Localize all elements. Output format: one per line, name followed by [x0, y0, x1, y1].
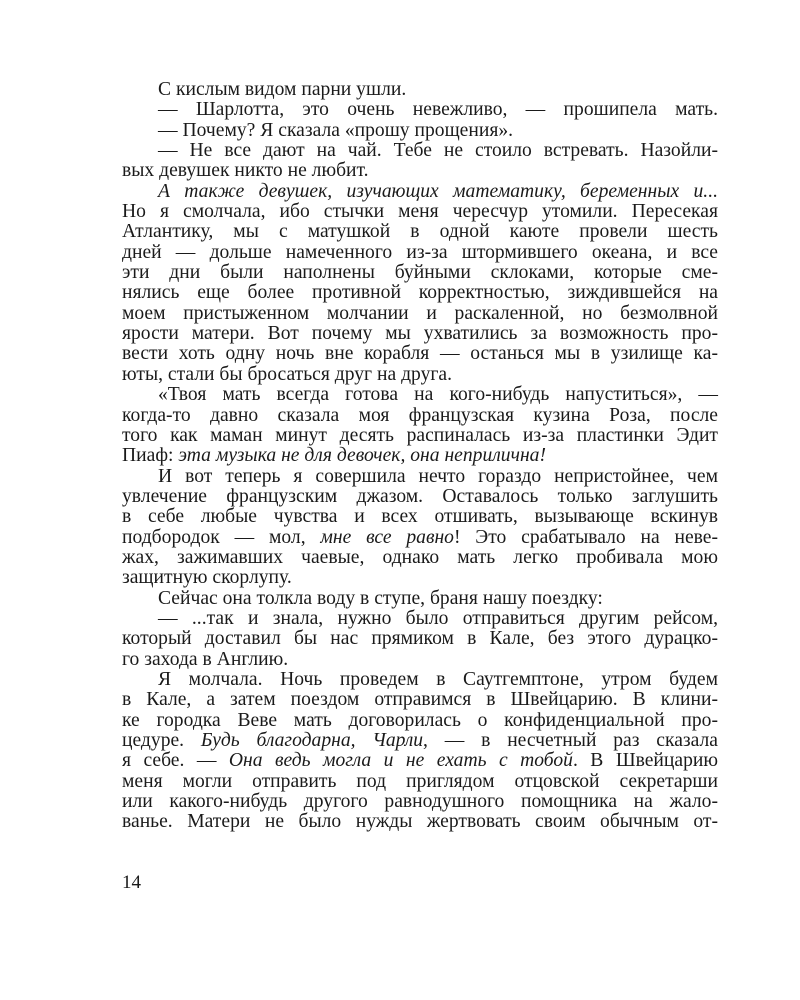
text-run: в Кале, а затем поездом отправимся в Швейцарию. В клини- — [122, 689, 718, 711]
text-run: — Почему? Я сказала «прошу прощения». — [158, 119, 514, 141]
text-line — [122, 772, 718, 792]
text-line — [122, 263, 718, 283]
text-run: того как маман минут десять распиналась из-за пластинки Эдит — [122, 424, 718, 446]
text-line — [122, 100, 718, 120]
text-run: , — в несчетный раз сказала — [423, 730, 718, 751]
text-line — [122, 751, 718, 771]
text-line — [122, 711, 718, 731]
text-line — [122, 528, 718, 548]
text-line — [122, 121, 718, 141]
text-run: Но я смолчала, ибо стычки меня чересчур утомили. Пересекая — [122, 201, 718, 223]
text-line — [122, 243, 718, 263]
italic-text-run: Будь благодарна, Чарли — [200, 730, 424, 751]
body-text — [122, 80, 718, 833]
text-run: Пиаф: — [122, 445, 179, 467]
text-line — [122, 385, 718, 405]
text-line — [122, 487, 718, 507]
text-line — [122, 548, 718, 568]
italic-text-run: А также девушек, изучающих математику, беременных и... — [158, 180, 718, 202]
text-run: в себе любые чувства и всех отшивать, вызывающе вскинув — [122, 506, 718, 528]
text-run: ке городка Веве мать договорилась о конфиденциальной про- — [122, 709, 718, 731]
text-run: ярости матери. Вот почему мы ухватились за возможность про- — [122, 323, 718, 345]
text-line — [122, 792, 718, 812]
text-run: го захода в Англию. — [122, 648, 289, 670]
text-run: юты, стали бы бросаться друг на друга. — [122, 363, 453, 385]
text-line — [122, 202, 718, 222]
text-run: я себе. — — [122, 750, 229, 772]
text-run: цедуре. — [122, 730, 201, 751]
text-run: И вот теперь я совершила нечто гораздо непристойнее, чем — [158, 465, 718, 487]
text-run: — Шарлотта, это очень невежливо, — прошипела мать. — [158, 99, 718, 121]
text-line — [122, 426, 718, 446]
text-line — [122, 324, 718, 344]
text-line — [122, 222, 718, 242]
text-run: вести хоть одну ночь вне корабля — останься мы в узилище ка- — [122, 343, 718, 365]
text-run: ! Это срабатывало на неве- — [453, 526, 719, 548]
text-line — [122, 344, 718, 364]
text-run: который доставил бы нас прямиком в Кале, без этого дурацко- — [122, 628, 718, 650]
text-run: нялись еще более противной корректностью, зиждившейся на — [122, 282, 718, 304]
italic-text-run: мне все равно — [320, 526, 454, 548]
text-line — [122, 507, 718, 527]
italic-text-run: эта музыка не для девочек, она неприлична! — [178, 445, 546, 467]
text-line — [122, 161, 718, 181]
text-run: «Твоя мать всегда готова на кого-нибудь напуститься», — — [158, 384, 718, 406]
text-run: Я молчала. Ночь проведем в Саутгемптоне, утром будем — [158, 668, 718, 690]
text-run: когда-то давно сказала моя французская кузина Роза, после — [122, 404, 718, 426]
text-run: меня могли отправить под приглядом отцовской секретарши — [122, 770, 718, 792]
text-run: моем пристыженном молчании и раскаленной, но безмолвной — [122, 302, 718, 324]
text-run: Атлантику, мы с матушкой в одной каюте провели шесть — [122, 221, 718, 243]
text-line — [122, 365, 718, 385]
text-run: или какого-нибудь другого равнодушного помощника на жало- — [122, 791, 718, 813]
text-line — [122, 446, 718, 466]
text-run: защитную скорлупу. — [122, 567, 292, 589]
text-line — [122, 283, 718, 303]
text-run: эти дни были наполнены буйными склоками, которые сме- — [122, 262, 718, 284]
text-run: С кислым видом парни ушли. — [158, 79, 407, 100]
text-run: . В Швейцарию — [572, 750, 719, 772]
text-line — [122, 690, 718, 710]
text-line — [122, 629, 718, 649]
text-run: — ...так и знала, нужно было отправиться другим рейсом, — [158, 607, 718, 629]
text-line — [122, 812, 718, 832]
text-line — [122, 670, 718, 690]
text-line — [122, 731, 718, 751]
text-run: ванье. Матери не было нужды жертвовать своим обычным от- — [122, 811, 718, 833]
book-page — [122, 80, 718, 833]
text-run: Сейчас она толкла воду в ступе, браня нашу поездку: — [158, 587, 603, 609]
text-run: вых девушек никто не любит. — [122, 160, 369, 182]
page-number: 14 — [122, 872, 141, 893]
text-run: дней — дольше намеченного из-за штормившего океана, и все — [122, 241, 718, 263]
text-line — [122, 609, 718, 629]
text-line — [122, 589, 718, 609]
text-line — [122, 80, 718, 100]
text-run: — Не все дают на чай. Тебе не стоило встревать. Назойли- — [158, 140, 718, 162]
text-run: увлечение французским джазом. Оставалось только заглушить — [122, 485, 718, 507]
text-run: жах, зажимавших чаевые, однако мать легко пробивала мою — [122, 546, 718, 568]
text-run: подбородок — мол, — [122, 526, 321, 548]
text-line — [122, 406, 718, 426]
text-line — [122, 304, 718, 324]
text-line — [122, 182, 718, 202]
text-line — [122, 467, 718, 487]
italic-text-run: Она ведь могла и не ехать с тобой — [228, 750, 573, 772]
text-line — [122, 650, 718, 670]
text-line — [122, 568, 718, 588]
text-line — [122, 141, 718, 161]
